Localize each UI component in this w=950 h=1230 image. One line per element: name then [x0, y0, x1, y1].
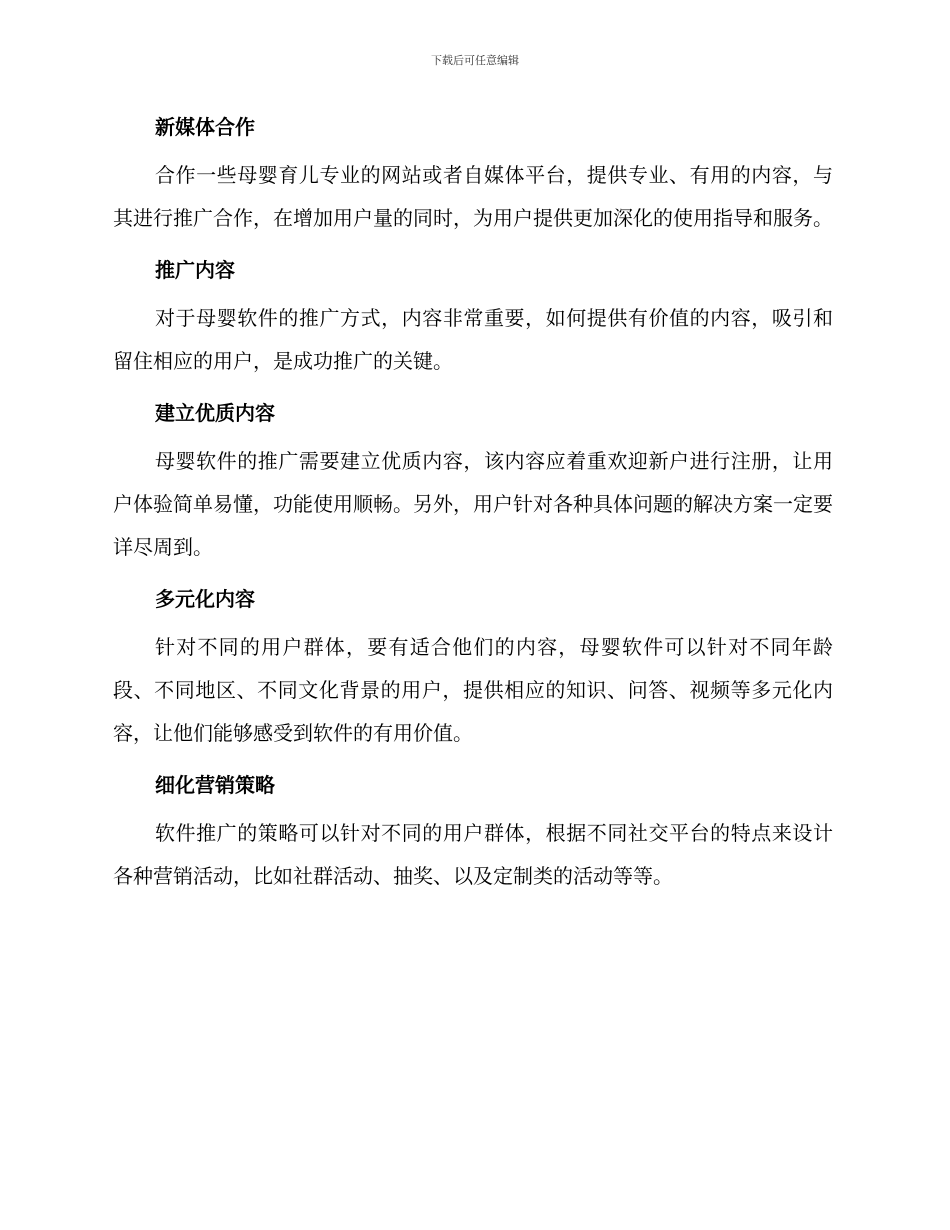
section-heading-diverse-content: 多元化内容 [155, 587, 255, 611]
section-heading-new-media: 新媒体合作 [155, 115, 255, 139]
section-heading-quality-content: 建立优质内容 [155, 401, 275, 425]
section-paragraph-quality-content: 母婴软件的推广需要建立优质内容，该内容应着重欢迎新户进行注册，让用户体验简单易懂，功能使用顺畅。另外，用户针对各种具体问题的解决方案一定要详尽周到。 [113, 449, 833, 559]
section-paragraph-promotion-content: 对于母婴软件的推广方式，内容非常重要，如何提供有价值的内容，吸引和留住相应的用户，是成功推广的关键。 [113, 306, 833, 373]
page-header: 下载后可任意编辑 [431, 54, 519, 67]
section-paragraph-new-media: 合作一些母婴育儿专业的网站或者自媒体平台，提供专业、有用的内容，与其进行推广合作，在增加用户量的同时，为用户提供更加深化的使用指导和服务。 [113, 163, 833, 230]
section-heading-promotion-content: 推广内容 [155, 258, 235, 282]
section-heading-marketing-strategy: 细化营销策略 [155, 773, 275, 797]
document-body [113, 113, 833, 914]
section-paragraph-marketing-strategy: 软件推广的策略可以针对不同的用户群体，根据不同社交平台的特点来设计各种营销活动，比如社群活动、抽奖、以及定制类的活动等等。 [113, 821, 833, 888]
section-paragraph-diverse-content: 针对不同的用户群体，要有适合他们的内容，母婴软件可以针对不同年龄段、不同地区、不同文化背景的用户，提供相应的知识、问答、视频等多元化内容，让他们能够感受到软件的有用价值。 [113, 635, 833, 745]
